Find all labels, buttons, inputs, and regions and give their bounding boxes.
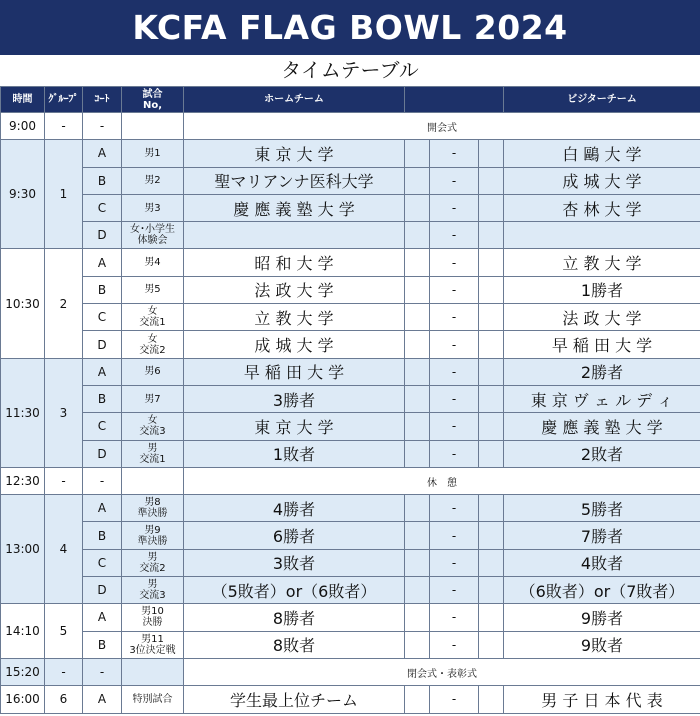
- match-no-cell: 男1: [122, 140, 184, 167]
- home-team-cell: [184, 222, 405, 249]
- match-no-cell: 男4: [122, 249, 184, 276]
- visitor-score-cell: [479, 549, 504, 576]
- visitor-team-cell: 9敗者: [504, 631, 700, 658]
- table-row: [1, 167, 700, 194]
- table-row: [1, 358, 700, 385]
- home-team-cell: 聖マリアンナ医科大学: [184, 167, 405, 194]
- table-row: [1, 549, 700, 576]
- score-separator: -: [430, 331, 479, 358]
- home-score-cell: [405, 222, 430, 249]
- match-no-cell: 女･小学生 体験会: [122, 222, 184, 249]
- visitor-team-cell: 立 教 大 学: [504, 249, 700, 276]
- court-cell: D: [83, 440, 122, 467]
- home-team-cell: 学生最上位チーム: [184, 686, 405, 713]
- score-separator: -: [430, 304, 479, 331]
- court-cell: C: [83, 304, 122, 331]
- score-separator: -: [430, 167, 479, 194]
- table-row: [1, 413, 700, 440]
- score-separator: -: [430, 140, 479, 167]
- court-cell: A: [83, 249, 122, 276]
- visitor-score-cell: [479, 631, 504, 658]
- home-score-cell: [405, 631, 430, 658]
- visitor-score-cell: [479, 440, 504, 467]
- match-no-cell: [122, 113, 184, 140]
- column-header-match-no: 試合 No,: [122, 87, 184, 113]
- visitor-team-cell: 2勝者: [504, 358, 700, 385]
- visitor-score-cell: [479, 304, 504, 331]
- table-row: [1, 467, 700, 494]
- court-cell: C: [83, 413, 122, 440]
- home-team-cell: 4勝者: [184, 495, 405, 522]
- score-separator: -: [430, 631, 479, 658]
- home-score-cell: [405, 194, 430, 221]
- match-no-cell: 男3: [122, 194, 184, 221]
- timetable: [0, 86, 700, 714]
- match-no-cell: 男7: [122, 385, 184, 412]
- score-separator: -: [430, 440, 479, 467]
- group-cell: 6: [45, 686, 83, 713]
- score-separator: -: [430, 194, 479, 221]
- match-no-cell: 男 交流2: [122, 549, 184, 576]
- home-team-cell: 8勝者: [184, 604, 405, 631]
- court-cell: A: [83, 140, 122, 167]
- visitor-score-cell: [479, 331, 504, 358]
- home-team-cell: 成 城 大 学: [184, 331, 405, 358]
- visitor-team-cell: 1勝者: [504, 276, 700, 303]
- time-cell: 13:00: [1, 495, 45, 604]
- court-cell: B: [83, 385, 122, 412]
- time-cell: 12:30: [1, 467, 45, 494]
- score-separator: -: [430, 604, 479, 631]
- match-no-cell: 女 交流1: [122, 304, 184, 331]
- table-row: [1, 686, 700, 713]
- visitor-score-cell: [479, 194, 504, 221]
- home-score-cell: [405, 304, 430, 331]
- court-cell: B: [83, 631, 122, 658]
- page-title: KCFA FLAG BOWL 2024: [0, 0, 700, 55]
- table-row: [1, 222, 700, 249]
- visitor-score-cell: [479, 413, 504, 440]
- home-team-cell: 東 京 大 学: [184, 413, 405, 440]
- page-subtitle: タイムテーブル: [281, 58, 419, 82]
- home-team-cell: 3勝者: [184, 385, 405, 412]
- group-cell: 1: [45, 140, 83, 249]
- court-cell: D: [83, 577, 122, 604]
- visitor-team-cell: 2敗者: [504, 440, 700, 467]
- table-row: [1, 631, 700, 658]
- home-score-cell: [405, 522, 430, 549]
- visitor-team-cell: [504, 222, 700, 249]
- home-team-cell: 早 稲 田 大 学: [184, 358, 405, 385]
- group-cell: -: [45, 467, 83, 494]
- court-cell: A: [83, 495, 122, 522]
- group-cell: -: [45, 658, 83, 685]
- time-cell: 11:30: [1, 358, 45, 467]
- home-score-cell: [405, 495, 430, 522]
- home-score-cell: [405, 549, 430, 576]
- home-score-cell: [405, 140, 430, 167]
- match-no-cell: [122, 658, 184, 685]
- home-score-cell: [405, 331, 430, 358]
- home-score-cell: [405, 385, 430, 412]
- match-no-cell: 男2: [122, 167, 184, 194]
- court-cell: -: [83, 467, 122, 494]
- match-no-cell: 特別試合: [122, 686, 184, 713]
- match-no-cell: 男 交流3: [122, 577, 184, 604]
- match-no-cell: 男5: [122, 276, 184, 303]
- visitor-team-cell: 慶 應 義 塾 大 学: [504, 413, 700, 440]
- visitor-team-cell: 杏 林 大 学: [504, 194, 700, 221]
- visitor-team-cell: 5勝者: [504, 495, 700, 522]
- visitor-team-cell: 9勝者: [504, 604, 700, 631]
- table-row: [1, 113, 700, 140]
- column-header-group: ｸﾞﾙｰﾌﾟ: [45, 87, 83, 113]
- home-team-cell: 昭 和 大 学: [184, 249, 405, 276]
- table-row: [1, 276, 700, 303]
- court-cell: B: [83, 522, 122, 549]
- home-score-cell: [405, 167, 430, 194]
- visitor-team-cell: 4敗者: [504, 549, 700, 576]
- home-team-cell: 1敗者: [184, 440, 405, 467]
- score-separator: -: [430, 522, 479, 549]
- table-row: [1, 304, 700, 331]
- group-cell: -: [45, 113, 83, 140]
- visitor-score-cell: [479, 495, 504, 522]
- match-no-cell: 男9 準決勝: [122, 522, 184, 549]
- score-separator: -: [430, 413, 479, 440]
- group-cell: 4: [45, 495, 83, 604]
- court-cell: C: [83, 549, 122, 576]
- score-separator: -: [430, 577, 479, 604]
- home-score-cell: [405, 276, 430, 303]
- visitor-score-cell: [479, 276, 504, 303]
- time-cell: 14:10: [1, 604, 45, 659]
- home-score-cell: [405, 686, 430, 713]
- visitor-score-cell: [479, 577, 504, 604]
- time-cell: 9:30: [1, 140, 45, 249]
- time-cell: 16:00: [1, 686, 45, 713]
- match-no-cell: 男10 決勝: [122, 604, 184, 631]
- home-score-cell: [405, 604, 430, 631]
- event-cell: 休 憩: [184, 467, 700, 494]
- table-row: [1, 140, 700, 167]
- home-team-cell: 慶 應 義 塾 大 学: [184, 194, 405, 221]
- score-separator: -: [430, 276, 479, 303]
- time-cell: 10:30: [1, 249, 45, 358]
- score-separator: -: [430, 249, 479, 276]
- visitor-score-cell: [479, 358, 504, 385]
- score-separator: -: [430, 358, 479, 385]
- visitor-team-cell: 白 鷗 大 学: [504, 140, 700, 167]
- event-cell: 閉会式・表彰式: [184, 658, 700, 685]
- visitor-score-cell: [479, 604, 504, 631]
- score-separator: -: [430, 549, 479, 576]
- score-separator: -: [430, 385, 479, 412]
- table-row: [1, 522, 700, 549]
- home-team-cell: 3敗者: [184, 549, 405, 576]
- visitor-team-cell: 7勝者: [504, 522, 700, 549]
- table-row: [1, 658, 700, 685]
- visitor-team-cell: （6敗者）or（7敗者）: [504, 577, 700, 604]
- court-cell: -: [83, 658, 122, 685]
- home-team-cell: 東 京 大 学: [184, 140, 405, 167]
- score-separator: -: [430, 686, 479, 713]
- home-score-cell: [405, 249, 430, 276]
- time-cell: 9:00: [1, 113, 45, 140]
- visitor-score-cell: [479, 222, 504, 249]
- court-cell: A: [83, 358, 122, 385]
- time-cell: 15:20: [1, 658, 45, 685]
- home-team-cell: 立 教 大 学: [184, 304, 405, 331]
- visitor-score-cell: [479, 167, 504, 194]
- home-score-cell: [405, 413, 430, 440]
- match-no-cell: 男 交流1: [122, 440, 184, 467]
- home-team-cell: 6勝者: [184, 522, 405, 549]
- column-header-court: ｺｰﾄ: [83, 87, 122, 113]
- home-team-cell: 法 政 大 学: [184, 276, 405, 303]
- visitor-team-cell: 早 稲 田 大 学: [504, 331, 700, 358]
- table-row: [1, 249, 700, 276]
- match-no-cell: 女 交流2: [122, 331, 184, 358]
- visitor-score-cell: [479, 686, 504, 713]
- table-row: [1, 331, 700, 358]
- event-cell: 開会式: [184, 113, 700, 140]
- match-no-cell: 男11 3位決定戦: [122, 631, 184, 658]
- group-cell: 5: [45, 604, 83, 659]
- visitor-team-cell: 法 政 大 学: [504, 304, 700, 331]
- table-row: [1, 577, 700, 604]
- match-no-cell: 男6: [122, 358, 184, 385]
- score-separator: -: [430, 495, 479, 522]
- visitor-score-cell: [479, 385, 504, 412]
- match-no-cell: 女 交流3: [122, 413, 184, 440]
- court-cell: A: [83, 604, 122, 631]
- match-no-cell: 男8 準決勝: [122, 495, 184, 522]
- group-cell: 2: [45, 249, 83, 358]
- court-cell: C: [83, 194, 122, 221]
- visitor-team-cell: 成 城 大 学: [504, 167, 700, 194]
- visitor-score-cell: [479, 249, 504, 276]
- court-cell: B: [83, 276, 122, 303]
- table-row: [1, 495, 700, 522]
- table-header-row: [1, 87, 700, 113]
- home-team-cell: （5敗者）or（6敗者）: [184, 577, 405, 604]
- column-header-spacer: [405, 87, 504, 113]
- visitor-team-cell: 東 京 ヴ ェ ル デ ィ: [504, 385, 700, 412]
- home-team-cell: 8敗者: [184, 631, 405, 658]
- court-cell: B: [83, 167, 122, 194]
- home-score-cell: [405, 577, 430, 604]
- visitor-score-cell: [479, 522, 504, 549]
- group-cell: 3: [45, 358, 83, 467]
- home-score-cell: [405, 440, 430, 467]
- column-header-time: 時間: [1, 87, 45, 113]
- visitor-score-cell: [479, 140, 504, 167]
- score-separator: -: [430, 222, 479, 249]
- court-cell: D: [83, 331, 122, 358]
- column-header-home: ホームチーム: [184, 87, 405, 113]
- table-row: [1, 194, 700, 221]
- visitor-team-cell: 男 子 日 本 代 表: [504, 686, 700, 713]
- column-header-visitor: ビジターチーム: [504, 87, 700, 113]
- table-row: [1, 604, 700, 631]
- court-cell: A: [83, 686, 122, 713]
- table-row: [1, 440, 700, 467]
- court-cell: -: [83, 113, 122, 140]
- table-row: [1, 385, 700, 412]
- home-score-cell: [405, 358, 430, 385]
- court-cell: D: [83, 222, 122, 249]
- match-no-cell: [122, 467, 184, 494]
